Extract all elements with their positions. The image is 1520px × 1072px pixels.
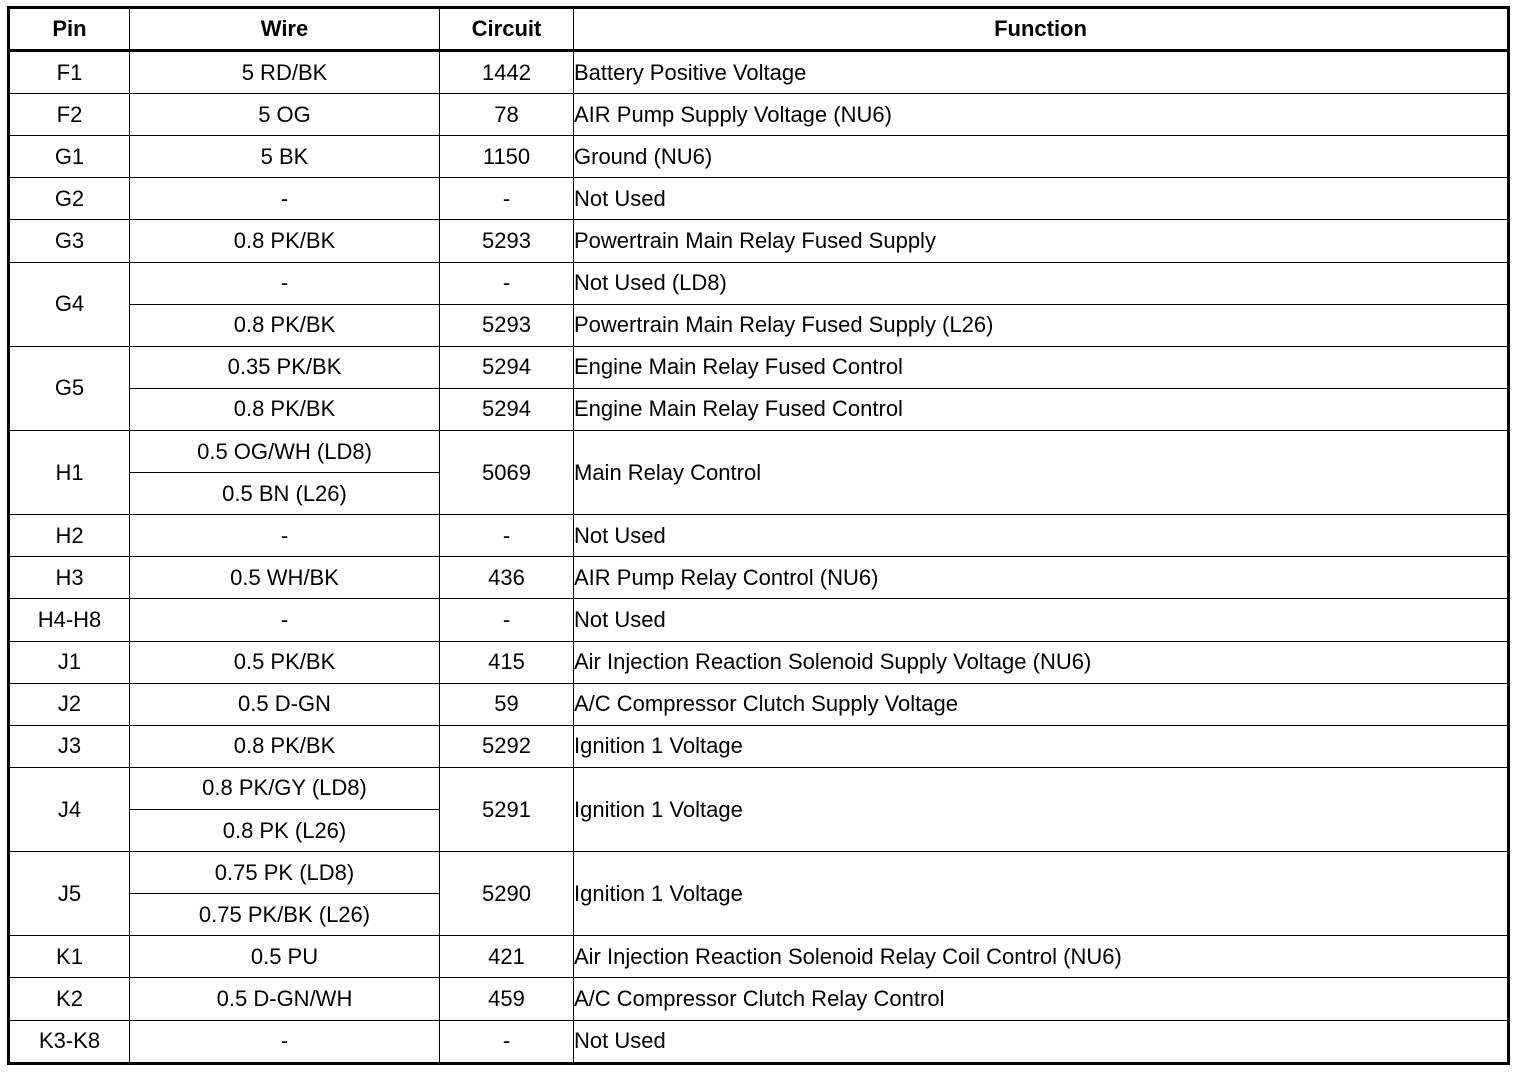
- circuit-cell: -: [440, 262, 574, 304]
- table-row: [9, 936, 1509, 978]
- table-row: [9, 346, 1509, 388]
- wire-cell: -: [130, 515, 440, 557]
- circuit-cell: 421: [440, 936, 574, 978]
- circuit-cell: 5069: [440, 431, 574, 515]
- wire-cell: -: [130, 599, 440, 641]
- table-row: [9, 431, 1509, 473]
- function-cell: Not Used: [574, 178, 1509, 220]
- table-row: [9, 515, 1509, 557]
- wire-cell: 0.8 PK/BK: [130, 725, 440, 767]
- table-row: [9, 178, 1509, 220]
- function-cell: Air Injection Reaction Solenoid Relay Coil Control (NU6): [574, 936, 1509, 978]
- pin-cell: J3: [9, 725, 130, 767]
- function-cell: Ignition 1 Voltage: [574, 852, 1509, 936]
- circuit-cell: 5290: [440, 852, 574, 936]
- table-header-row: [9, 8, 1509, 51]
- function-cell: Powertrain Main Relay Fused Supply: [574, 220, 1509, 262]
- table-row: [9, 1020, 1509, 1063]
- pin-cell: G1: [9, 136, 130, 178]
- pin-cell: H3: [9, 557, 130, 599]
- circuit-cell: -: [440, 599, 574, 641]
- wire-cell: 0.8 PK/GY (LD8): [130, 767, 440, 809]
- pin-cell: J1: [9, 641, 130, 683]
- circuit-cell: 5294: [440, 346, 574, 388]
- circuit-cell: 436: [440, 557, 574, 599]
- wire-cell: 0.5 OG/WH (LD8): [130, 431, 440, 473]
- pin-cell: J4: [9, 767, 130, 851]
- pin-cell: J5: [9, 852, 130, 936]
- circuit-cell: 5293: [440, 220, 574, 262]
- header-pin: Pin: [9, 8, 130, 51]
- table-row: [9, 641, 1509, 683]
- circuit-cell: 59: [440, 683, 574, 725]
- circuit-cell: -: [440, 178, 574, 220]
- wire-cell: 0.75 PK/BK (L26): [130, 894, 440, 936]
- table-row: [9, 599, 1509, 641]
- function-cell: Battery Positive Voltage: [574, 51, 1509, 94]
- wire-cell: -: [130, 1020, 440, 1063]
- circuit-cell: 415: [440, 641, 574, 683]
- wire-cell: 5 OG: [130, 94, 440, 136]
- circuit-cell: 78: [440, 94, 574, 136]
- table-row: [9, 683, 1509, 725]
- function-cell: A/C Compressor Clutch Relay Control: [574, 978, 1509, 1020]
- pin-cell: G5: [9, 346, 130, 430]
- pin-cell: J2: [9, 683, 130, 725]
- function-cell: Not Used: [574, 1020, 1509, 1063]
- function-cell: Ignition 1 Voltage: [574, 767, 1509, 851]
- table-row: [9, 978, 1509, 1020]
- wire-cell: 0.35 PK/BK: [130, 346, 440, 388]
- pin-cell: F2: [9, 94, 130, 136]
- circuit-cell: 5293: [440, 304, 574, 346]
- table-row: [9, 388, 1509, 430]
- wire-cell: 0.8 PK/BK: [130, 388, 440, 430]
- pin-cell: F1: [9, 51, 130, 94]
- function-cell: Engine Main Relay Fused Control: [574, 388, 1509, 430]
- wire-cell: 0.5 BN (L26): [130, 473, 440, 515]
- pin-wiring-table: [7, 6, 1510, 1065]
- table-row: [9, 262, 1509, 304]
- function-cell: Air Injection Reaction Solenoid Supply Voltage (NU6): [574, 641, 1509, 683]
- header-function: Function: [574, 8, 1509, 51]
- function-cell: Engine Main Relay Fused Control: [574, 346, 1509, 388]
- header-circuit: Circuit: [440, 8, 574, 51]
- circuit-cell: -: [440, 515, 574, 557]
- wire-cell: 0.75 PK (LD8): [130, 852, 440, 894]
- function-cell: Not Used: [574, 599, 1509, 641]
- table-row: [9, 94, 1509, 136]
- table-row: [9, 725, 1509, 767]
- wire-cell: -: [130, 262, 440, 304]
- header-wire: Wire: [130, 8, 440, 51]
- wire-cell: 5 RD/BK: [130, 51, 440, 94]
- function-cell: Powertrain Main Relay Fused Supply (L26): [574, 304, 1509, 346]
- function-cell: AIR Pump Supply Voltage (NU6): [574, 94, 1509, 136]
- circuit-cell: 1442: [440, 51, 574, 94]
- function-cell: A/C Compressor Clutch Supply Voltage: [574, 683, 1509, 725]
- wire-cell: 5 BK: [130, 136, 440, 178]
- wire-cell: 0.5 PK/BK: [130, 641, 440, 683]
- circuit-cell: 5291: [440, 767, 574, 851]
- function-cell: Ground (NU6): [574, 136, 1509, 178]
- pin-cell: G2: [9, 178, 130, 220]
- table-row: [9, 557, 1509, 599]
- pin-cell: K3-K8: [9, 1020, 130, 1063]
- wire-cell: 0.5 D-GN: [130, 683, 440, 725]
- wire-cell: 0.5 PU: [130, 936, 440, 978]
- table-row: [9, 220, 1509, 262]
- table-row: [9, 136, 1509, 178]
- function-cell: Main Relay Control: [574, 431, 1509, 515]
- circuit-cell: 1150: [440, 136, 574, 178]
- pin-cell: K1: [9, 936, 130, 978]
- pin-cell: G4: [9, 262, 130, 346]
- circuit-cell: 459: [440, 978, 574, 1020]
- wire-cell: 0.5 WH/BK: [130, 557, 440, 599]
- pin-cell: G3: [9, 220, 130, 262]
- wire-cell: 0.8 PK/BK: [130, 304, 440, 346]
- table-row: [9, 51, 1509, 94]
- wire-cell: 0.5 D-GN/WH: [130, 978, 440, 1020]
- table-row: [9, 767, 1509, 809]
- function-cell: Not Used (LD8): [574, 262, 1509, 304]
- table-row: [9, 304, 1509, 346]
- pin-cell: H2: [9, 515, 130, 557]
- wire-cell: -: [130, 178, 440, 220]
- circuit-cell: 5294: [440, 388, 574, 430]
- function-cell: Not Used: [574, 515, 1509, 557]
- table-row: [9, 852, 1509, 894]
- pin-cell: H4-H8: [9, 599, 130, 641]
- wire-cell: 0.8 PK (L26): [130, 810, 440, 852]
- pin-cell: H1: [9, 431, 130, 515]
- wire-cell: 0.8 PK/BK: [130, 220, 440, 262]
- circuit-cell: 5292: [440, 725, 574, 767]
- function-cell: Ignition 1 Voltage: [574, 725, 1509, 767]
- pin-cell: K2: [9, 978, 130, 1020]
- circuit-cell: -: [440, 1020, 574, 1063]
- function-cell: AIR Pump Relay Control (NU6): [574, 557, 1509, 599]
